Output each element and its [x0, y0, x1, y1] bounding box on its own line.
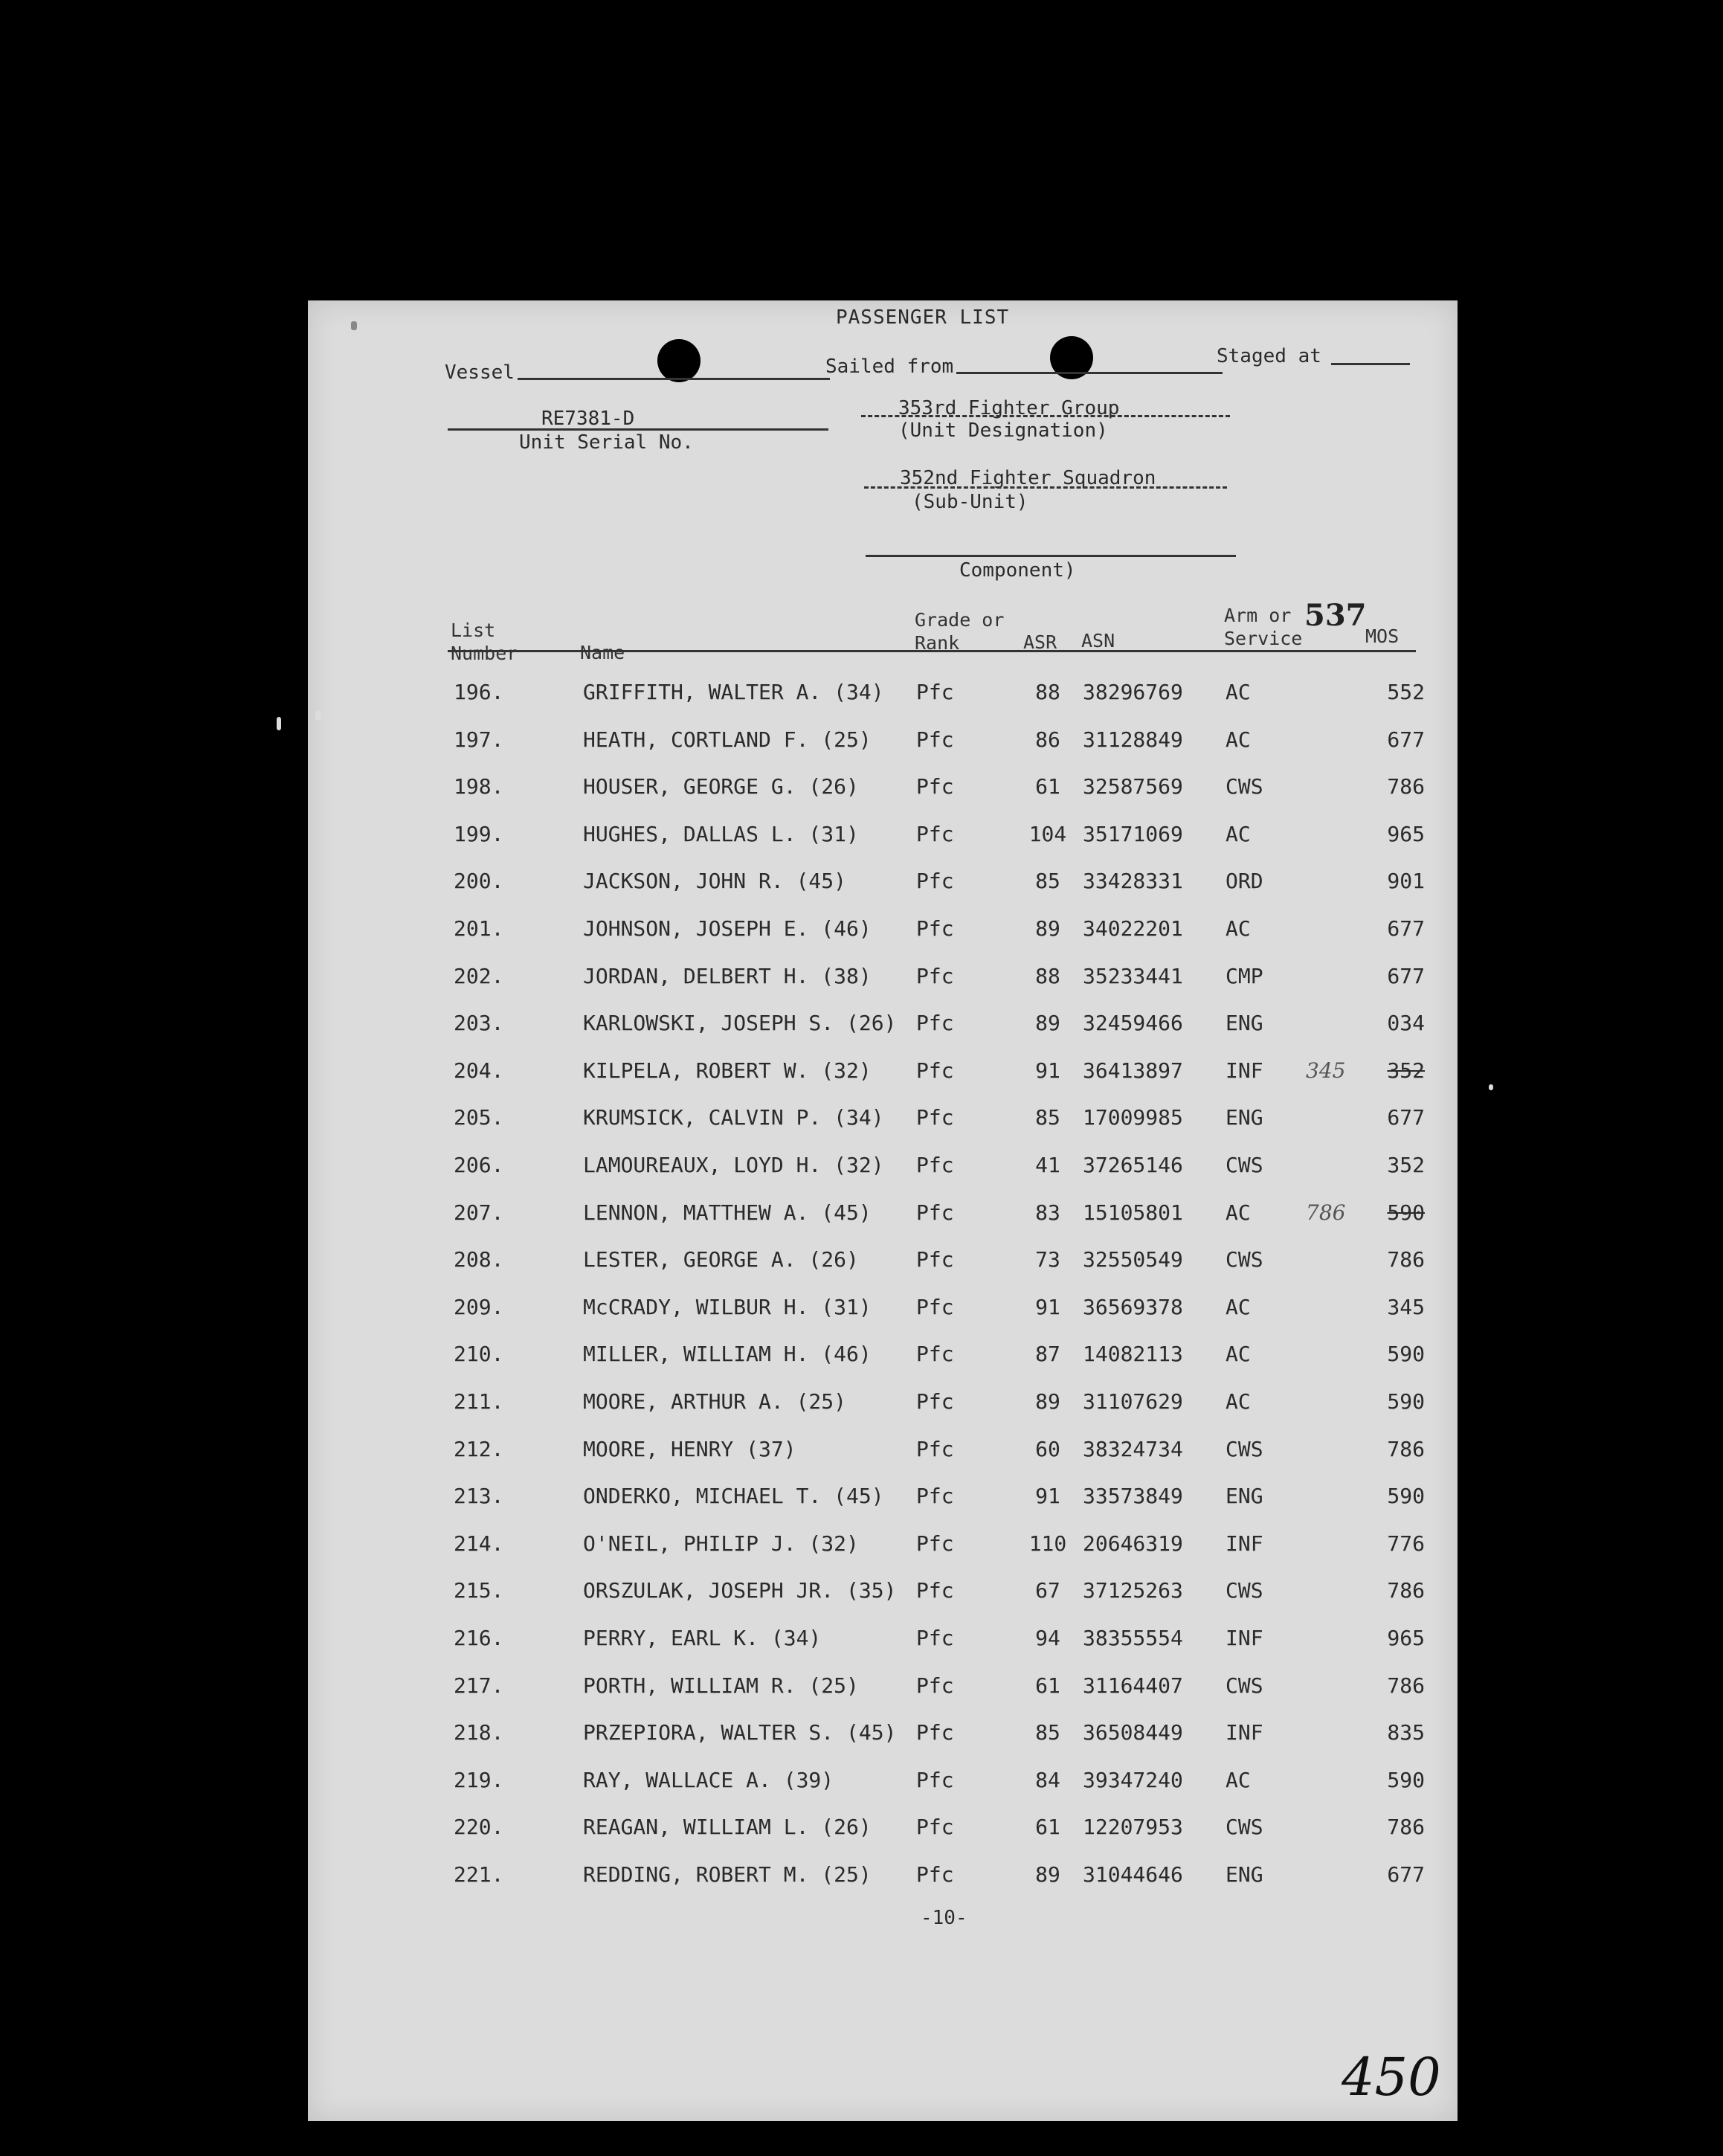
- mos-cell: 677: [1387, 727, 1425, 752]
- asn-cell: 36508449: [1083, 1720, 1183, 1745]
- arm-or-service-cell: AC: [1226, 1342, 1251, 1367]
- table-row: [308, 727, 1458, 772]
- list-number-cell: 208.: [454, 1247, 504, 1272]
- punch-hole: [657, 339, 701, 382]
- passenger-name-cell: MOORE, HENRY (37): [583, 1436, 796, 1461]
- grade-cell: Pfc: [916, 1720, 954, 1745]
- grade-cell: Pfc: [916, 1153, 954, 1177]
- mos-cell: 786: [1387, 774, 1425, 799]
- arm-or-service-cell: CWS: [1226, 774, 1263, 799]
- list-number-cell: 197.: [454, 727, 504, 752]
- asr-cell: 73: [1035, 1247, 1060, 1272]
- list-number-cell: 205.: [454, 1105, 504, 1130]
- mos-cell: 901: [1387, 869, 1425, 894]
- asr-cell: 86: [1035, 727, 1060, 752]
- arm-or-service-cell: AC: [1226, 1294, 1251, 1319]
- passenger-name-cell: ORSZULAK, JOSEPH JR. (35): [583, 1578, 897, 1603]
- col-list-number: [451, 619, 518, 665]
- passenger-name-cell: KRUMSICK, CALVIN P. (34): [583, 1105, 884, 1130]
- arm-or-service-cell: ORD: [1226, 869, 1263, 894]
- table-row: [308, 1011, 1458, 1055]
- list-number-cell: 202.: [454, 963, 504, 988]
- passenger-name-cell: REAGAN, WILLIAM L. (26): [583, 1815, 872, 1840]
- asr-cell: 104: [1028, 821, 1067, 846]
- asr-cell: 85: [1035, 1720, 1060, 1745]
- grade-cell: Pfc: [916, 1815, 954, 1840]
- asr-cell: 60: [1035, 1436, 1060, 1461]
- table-row: [308, 822, 1458, 866]
- mos-cell: 786: [1387, 1673, 1425, 1698]
- asn-cell: 33428331: [1083, 869, 1183, 894]
- mos-cell: 345: [1387, 1294, 1425, 1319]
- asr-cell: 61: [1035, 1673, 1060, 1698]
- asr-cell: 91: [1035, 1058, 1060, 1083]
- asn-cell: 32587569: [1083, 774, 1183, 799]
- list-number-cell: 214.: [454, 1531, 504, 1556]
- list-number-cell: 210.: [454, 1342, 504, 1367]
- grade-cell: Pfc: [916, 1105, 954, 1130]
- asn-cell: 34022201: [1083, 916, 1183, 941]
- document-page: [308, 300, 1458, 2121]
- table-row: [308, 774, 1458, 819]
- table-row: [308, 1058, 1458, 1103]
- col-arm-line2: Service: [1224, 628, 1303, 649]
- list-number-cell: 218.: [454, 1720, 504, 1745]
- grade-cell: Pfc: [916, 1531, 954, 1556]
- passenger-name-cell: PRZEPIORA, WALTER S. (45): [583, 1720, 897, 1745]
- unit-serial-label: Unit Serial No.: [519, 431, 694, 454]
- mos-cell: 590: [1387, 1389, 1425, 1414]
- table-row: [308, 1389, 1458, 1434]
- arm-or-service-cell: ENG: [1226, 1484, 1263, 1509]
- mos-cell: 352: [1387, 1058, 1425, 1083]
- col-list-number-line1: List: [451, 620, 496, 641]
- list-number-cell: 196.: [454, 680, 504, 704]
- mos-cell: 786: [1387, 1578, 1425, 1603]
- mos-cell: 590: [1387, 1484, 1425, 1509]
- component-line: [866, 555, 1236, 557]
- list-number-cell: 216.: [454, 1626, 504, 1650]
- mos-cell: 034: [1387, 1011, 1425, 1036]
- grade-cell: Pfc: [916, 1626, 954, 1650]
- asn-cell: 38324734: [1083, 1436, 1183, 1461]
- mos-cell: 677: [1387, 1105, 1425, 1130]
- arm-or-service-cell: CWS: [1226, 1673, 1263, 1698]
- vessel-label: Vessel: [445, 361, 515, 384]
- unit-designation-value: 353rd Fighter Group: [898, 397, 1120, 419]
- col-mos: MOS: [1365, 625, 1400, 647]
- paper-speck: [315, 711, 321, 720]
- table-row: [308, 680, 1458, 724]
- asn-cell: 31128849: [1083, 727, 1183, 752]
- table-row: [308, 1720, 1458, 1765]
- mos-cell: 677: [1387, 916, 1425, 941]
- asr-cell: 88: [1035, 963, 1060, 988]
- film-speck: [351, 321, 357, 330]
- passenger-name-cell: O'NEIL, PHILIP J. (32): [583, 1531, 859, 1556]
- asr-cell: 89: [1035, 1389, 1060, 1414]
- asn-cell: 31044646: [1083, 1862, 1183, 1887]
- mos-cell: 552: [1387, 680, 1425, 704]
- handwritten-correction: 786: [1306, 1200, 1346, 1225]
- mos-cell: 590: [1387, 1767, 1425, 1792]
- film-speck: [1489, 1084, 1493, 1090]
- table-row: [308, 916, 1458, 961]
- table-row: [308, 869, 1458, 913]
- asr-cell: 85: [1035, 869, 1060, 894]
- col-list-number-line2: Number: [451, 643, 518, 664]
- list-number-cell: 200.: [454, 869, 504, 894]
- film-speck: [277, 717, 281, 730]
- grade-cell: Pfc: [916, 1436, 954, 1461]
- sailed-from-line: [956, 372, 1223, 374]
- passenger-name-cell: LESTER, GEORGE A. (26): [583, 1247, 859, 1272]
- staged-at-label: Staged at: [1217, 345, 1321, 367]
- asr-cell: 91: [1035, 1294, 1060, 1319]
- asn-cell: 20646319: [1083, 1531, 1183, 1556]
- unit-designation-line: [861, 415, 1230, 417]
- asn-cell: 36569378: [1083, 1294, 1183, 1319]
- mos-cell: 677: [1387, 963, 1425, 988]
- arm-or-service-cell: AC: [1226, 1200, 1251, 1225]
- col-name: Name: [580, 642, 625, 663]
- mos-cell: 835: [1387, 1720, 1425, 1745]
- grade-cell: Pfc: [916, 1011, 954, 1036]
- arm-or-service-cell: INF: [1226, 1531, 1263, 1556]
- page-number: -10-: [921, 1907, 967, 1929]
- passenger-name-cell: MOORE, ARTHUR A. (25): [583, 1389, 847, 1414]
- mos-cell: 786: [1387, 1815, 1425, 1840]
- table-row: [308, 1768, 1458, 1812]
- staged-at-line: [1331, 363, 1410, 365]
- grade-cell: Pfc: [916, 680, 954, 704]
- passenger-name-cell: PORTH, WILLIAM R. (25): [583, 1673, 859, 1698]
- mos-cell: 352: [1387, 1153, 1425, 1177]
- grade-cell: Pfc: [916, 869, 954, 894]
- arm-or-service-cell: CWS: [1226, 1436, 1263, 1461]
- asn-cell: 31164407: [1083, 1673, 1183, 1698]
- passenger-name-cell: JOHNSON, JOSEPH E. (46): [583, 916, 872, 941]
- list-number-cell: 221.: [454, 1862, 504, 1887]
- arm-or-service-cell: INF: [1226, 1720, 1263, 1745]
- passenger-name-cell: JACKSON, JOHN R. (45): [583, 869, 847, 894]
- asn-cell: 37265146: [1083, 1153, 1183, 1177]
- list-number-cell: 206.: [454, 1153, 504, 1177]
- passenger-name-cell: REDDING, ROBERT M. (25): [583, 1862, 872, 1887]
- list-number-cell: 219.: [454, 1767, 504, 1792]
- asr-cell: 94: [1035, 1626, 1060, 1650]
- table-row: [308, 1673, 1458, 1718]
- passenger-name-cell: HUGHES, DALLAS L. (31): [583, 821, 859, 846]
- mos-cell: 786: [1387, 1247, 1425, 1272]
- asr-cell: 110: [1028, 1531, 1067, 1556]
- grade-cell: Pfc: [916, 1389, 954, 1414]
- col-grade-line1: Grade or: [915, 609, 1005, 631]
- asn-cell: 39347240: [1083, 1767, 1183, 1792]
- handwritten-correction: 345: [1306, 1058, 1346, 1083]
- asn-cell: 15105801: [1083, 1200, 1183, 1225]
- list-number-cell: 204.: [454, 1058, 504, 1083]
- col-arm-line1: Arm or: [1224, 605, 1292, 626]
- passenger-name-cell: ONDERKO, MICHAEL T. (45): [583, 1484, 884, 1509]
- asr-cell: 89: [1035, 916, 1060, 941]
- grade-cell: Pfc: [916, 916, 954, 941]
- asn-cell: 36413897: [1083, 1058, 1183, 1083]
- list-number-cell: 199.: [454, 821, 504, 846]
- unit-serial-line: [448, 428, 828, 431]
- sub-unit-label: (Sub-Unit): [912, 491, 1028, 513]
- grade-cell: Pfc: [916, 1342, 954, 1367]
- grade-cell: Pfc: [916, 1578, 954, 1603]
- passenger-name-cell: JORDAN, DELBERT H. (38): [583, 963, 872, 988]
- asr-cell: 89: [1035, 1011, 1060, 1036]
- asn-cell: 35233441: [1083, 963, 1183, 988]
- col-asn: ASN: [1081, 630, 1115, 651]
- arm-or-service-cell: AC: [1226, 727, 1251, 752]
- grade-cell: Pfc: [916, 1200, 954, 1225]
- asr-cell: 84: [1035, 1767, 1060, 1792]
- asr-cell: 67: [1035, 1578, 1060, 1603]
- list-number-cell: 215.: [454, 1578, 504, 1603]
- passenger-name-cell: HEATH, CORTLAND F. (25): [583, 727, 872, 752]
- list-number-cell: 209.: [454, 1294, 504, 1319]
- passenger-name-cell: RAY, WALLACE A. (39): [583, 1767, 834, 1792]
- stamp-number: 537: [1304, 598, 1367, 633]
- mos-cell: 965: [1387, 821, 1425, 846]
- arm-or-service-cell: ENG: [1226, 1862, 1263, 1887]
- table-row: [308, 1484, 1458, 1528]
- asn-cell: 35171069: [1083, 821, 1183, 846]
- asr-cell: 61: [1035, 774, 1060, 799]
- grade-cell: Pfc: [916, 1767, 954, 1792]
- asr-cell: 83: [1035, 1200, 1060, 1225]
- table-row: [308, 1626, 1458, 1670]
- grade-cell: Pfc: [916, 1294, 954, 1319]
- passenger-name-cell: KARLOWSKI, JOSEPH S. (26): [583, 1011, 897, 1036]
- passenger-name-cell: PERRY, EARL K. (34): [583, 1626, 822, 1650]
- passenger-name-cell: LAMOUREAUX, LOYD H. (32): [583, 1153, 884, 1177]
- component-label: Component): [959, 559, 1076, 582]
- passenger-name-cell: McCRADY, WILBUR H. (31): [583, 1294, 872, 1319]
- list-number-cell: 212.: [454, 1436, 504, 1461]
- list-number-cell: 203.: [454, 1011, 504, 1036]
- table-row: [308, 1295, 1458, 1339]
- table-row: [308, 1531, 1458, 1576]
- table-row: [308, 1815, 1458, 1859]
- passenger-name-cell: LENNON, MATTHEW A. (45): [583, 1200, 872, 1225]
- passenger-name-cell: GRIFFITH, WALTER A. (34): [583, 680, 884, 704]
- arm-or-service-cell: ENG: [1226, 1011, 1263, 1036]
- arm-or-service-cell: CWS: [1226, 1153, 1263, 1177]
- col-grade-line2: Rank: [915, 632, 960, 654]
- asn-cell: 38355554: [1083, 1626, 1183, 1650]
- grade-cell: Pfc: [916, 1247, 954, 1272]
- arm-or-service-cell: ENG: [1226, 1105, 1263, 1130]
- asn-cell: 17009985: [1083, 1105, 1183, 1130]
- asn-cell: 37125263: [1083, 1578, 1183, 1603]
- passenger-name-cell: MILLER, WILLIAM H. (46): [583, 1342, 872, 1367]
- list-number-cell: 217.: [454, 1673, 504, 1698]
- asr-cell: 41: [1035, 1153, 1060, 1177]
- arm-or-service-cell: AC: [1226, 1767, 1251, 1792]
- sub-unit-line: [864, 486, 1227, 489]
- passenger-name-cell: KILPELA, ROBERT W. (32): [583, 1058, 872, 1083]
- mos-cell: 786: [1387, 1436, 1425, 1461]
- arm-or-service-cell: CWS: [1226, 1247, 1263, 1272]
- mos-cell: 776: [1387, 1531, 1425, 1556]
- unit-designation-label: (Unit Designation): [898, 419, 1108, 442]
- grade-cell: Pfc: [916, 821, 954, 846]
- arm-or-service-cell: AC: [1226, 916, 1251, 941]
- asn-cell: 32459466: [1083, 1011, 1183, 1036]
- col-grade: [915, 608, 1004, 654]
- arm-or-service-cell: CWS: [1226, 1815, 1263, 1840]
- table-row: [308, 1437, 1458, 1481]
- list-number-cell: 220.: [454, 1815, 504, 1840]
- sub-unit-value: 352nd Fighter Squadron: [900, 467, 1156, 489]
- mos-cell: 677: [1387, 1862, 1425, 1887]
- grade-cell: Pfc: [916, 1673, 954, 1698]
- asr-cell: 89: [1035, 1862, 1060, 1887]
- asn-cell: 31107629: [1083, 1389, 1183, 1414]
- arm-or-service-cell: INF: [1226, 1626, 1263, 1650]
- list-number-cell: 198.: [454, 774, 504, 799]
- asn-cell: 32550549: [1083, 1247, 1183, 1272]
- table-row: [308, 1342, 1458, 1386]
- vessel-line: [518, 378, 830, 380]
- list-number-cell: 213.: [454, 1484, 504, 1509]
- asr-cell: 85: [1035, 1105, 1060, 1130]
- handwritten-number: 450: [1342, 2047, 1441, 2108]
- page-title: PASSENGER LIST: [836, 306, 1010, 329]
- passenger-name-cell: HOUSER, GEORGE G. (26): [583, 774, 859, 799]
- list-number-cell: 207.: [454, 1200, 504, 1225]
- mos-cell: 590: [1387, 1200, 1425, 1225]
- arm-or-service-cell: CWS: [1226, 1578, 1263, 1603]
- grade-cell: Pfc: [916, 1058, 954, 1083]
- asr-cell: 88: [1035, 680, 1060, 704]
- header-rule: [448, 650, 1416, 652]
- unit-serial-value: RE7381-D: [541, 408, 635, 430]
- table-row: [308, 1200, 1458, 1245]
- list-number-cell: 201.: [454, 916, 504, 941]
- asr-cell: 61: [1035, 1815, 1060, 1840]
- table-row: [308, 964, 1458, 1008]
- table-row: [308, 1153, 1458, 1197]
- grade-cell: Pfc: [916, 1862, 954, 1887]
- mos-cell: 590: [1387, 1342, 1425, 1367]
- asn-cell: 14082113: [1083, 1342, 1183, 1367]
- mos-cell: 965: [1387, 1626, 1425, 1650]
- grade-cell: Pfc: [916, 774, 954, 799]
- table-row: [308, 1862, 1458, 1907]
- grade-cell: Pfc: [916, 963, 954, 988]
- list-number-cell: 211.: [454, 1389, 504, 1414]
- asn-cell: 12207953: [1083, 1815, 1183, 1840]
- asn-cell: 33573849: [1083, 1484, 1183, 1509]
- asn-cell: 38296769: [1083, 680, 1183, 704]
- arm-or-service-cell: INF: [1226, 1058, 1263, 1083]
- asr-cell: 91: [1035, 1484, 1060, 1509]
- arm-or-service-cell: AC: [1226, 1389, 1251, 1414]
- grade-cell: Pfc: [916, 727, 954, 752]
- table-row: [308, 1105, 1458, 1150]
- arm-or-service-cell: AC: [1226, 821, 1251, 846]
- col-asr: ASR: [1023, 631, 1057, 653]
- table-row: [308, 1578, 1458, 1623]
- sailed-from-label: Sailed from: [825, 355, 954, 378]
- table-row: [308, 1247, 1458, 1292]
- arm-or-service-cell: AC: [1226, 680, 1251, 704]
- col-arm-service: [1224, 604, 1302, 650]
- asr-cell: 87: [1035, 1342, 1060, 1367]
- grade-cell: Pfc: [916, 1484, 954, 1509]
- arm-or-service-cell: CMP: [1226, 963, 1263, 988]
